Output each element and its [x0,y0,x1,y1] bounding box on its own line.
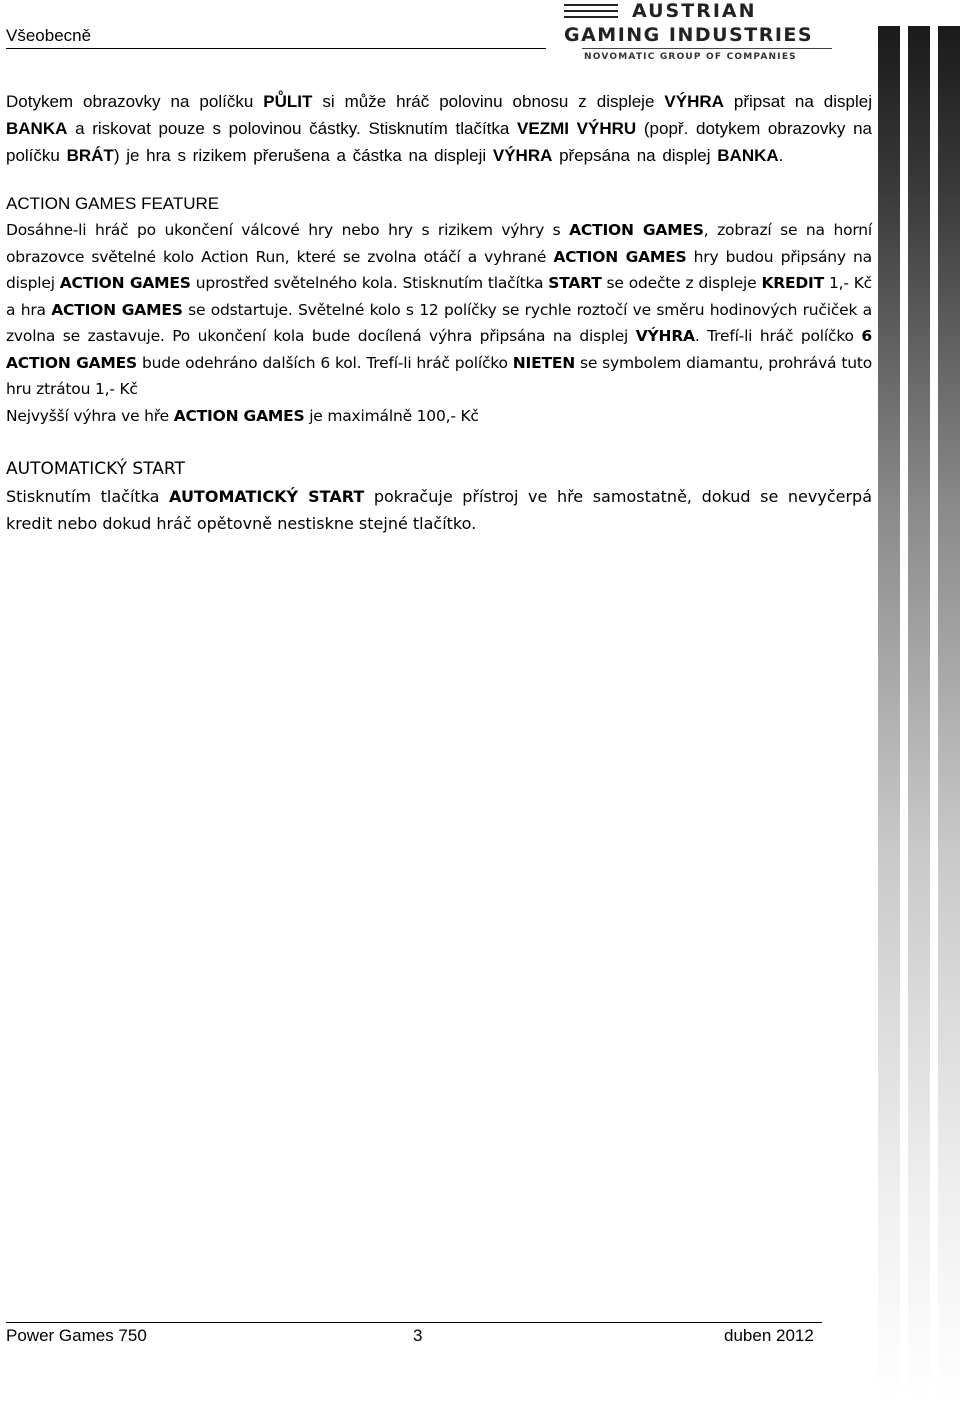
page-content [6,88,872,537]
risk-game-paragraph: Dotykem obrazovky na políčku PŮLIT si může hráč polovinu obnosu z displeje VÝHRA připsat na displej BANKA a riskovat pouze s polovinou částky. Stisknutím tlačítka VEZMI VÝHRU (popř. dotykem obrazovky na políčku BRÁT) je hra s rizikem přerušena a částka na displeji VÝHRA přepsána na displej BANKA. [6,92,872,165]
footer-date: duben 2012 [724,1326,814,1345]
company-logo [560,0,840,64]
action-games-paragraph: Dosáhne-li hráč po ukončení válcové hry nebo hry s rizikem výhry s ACTION GAMES, zobrazí se na horní obrazovce světelné kolo Action Run, které se zvolna otáčí a vyhrané ACTION GAMES hry budou připsány na displej ACTION GAMES uprostřed světelného kola. Stisknutím tlačítka START se odečte z displeje KREDIT 1,- Kč a hra ACTION GAMES se odstartuje. Světelné kolo s 12 políčky se rychle roztočí ve směru hodinových ručiček a zvolna se zastavuje. Po ukončení kola bude docílená výhra připsána na displej VÝHRA. Trefí-li hráč políčko 6 ACTION GAMES bude odehráno dalších 6 kol. Trefí-li hráč políčko NIETEN se symbolem diamantu, prohrává tuto hru ztrátou 1,- Kč Nejvyšší výhra ve hře ACTION GAMES je maximálně 100,- Kč [6,221,872,425]
logo-line3: NOVOMATIC GROUP OF COMPANIES [584,52,797,62]
auto-start-heading: AUTOMATICKÝ START [6,459,185,479]
auto-start-paragraph: Stisknutím tlačítka AUTOMATICKÝ START pokračuje přístroj ve hře samostatně, dokud se nevyčerpá kredit nebo dokud hráč opětovně nestiskne stejné tlačítko. [6,487,873,533]
action-games-heading: ACTION GAMES FEATURE [6,194,220,213]
decorative-side-bars [878,26,960,1401]
logo-stripes-icon [564,4,618,22]
side-bar-1 [878,26,900,1401]
header-rule [6,48,546,49]
footer-product-name: Power Games 750 [6,1326,147,1345]
logo-rule [582,48,832,49]
footer-page-number: 3 [413,1326,423,1345]
logo-line2: GAMING INDUSTRIES [564,24,814,46]
side-bar-3 [938,26,960,1401]
logo-line1: AUSTRIAN [632,0,757,22]
header-section-label: Všeobecně [6,26,92,45]
footer-rule [6,1322,822,1323]
side-bar-2 [908,26,930,1401]
